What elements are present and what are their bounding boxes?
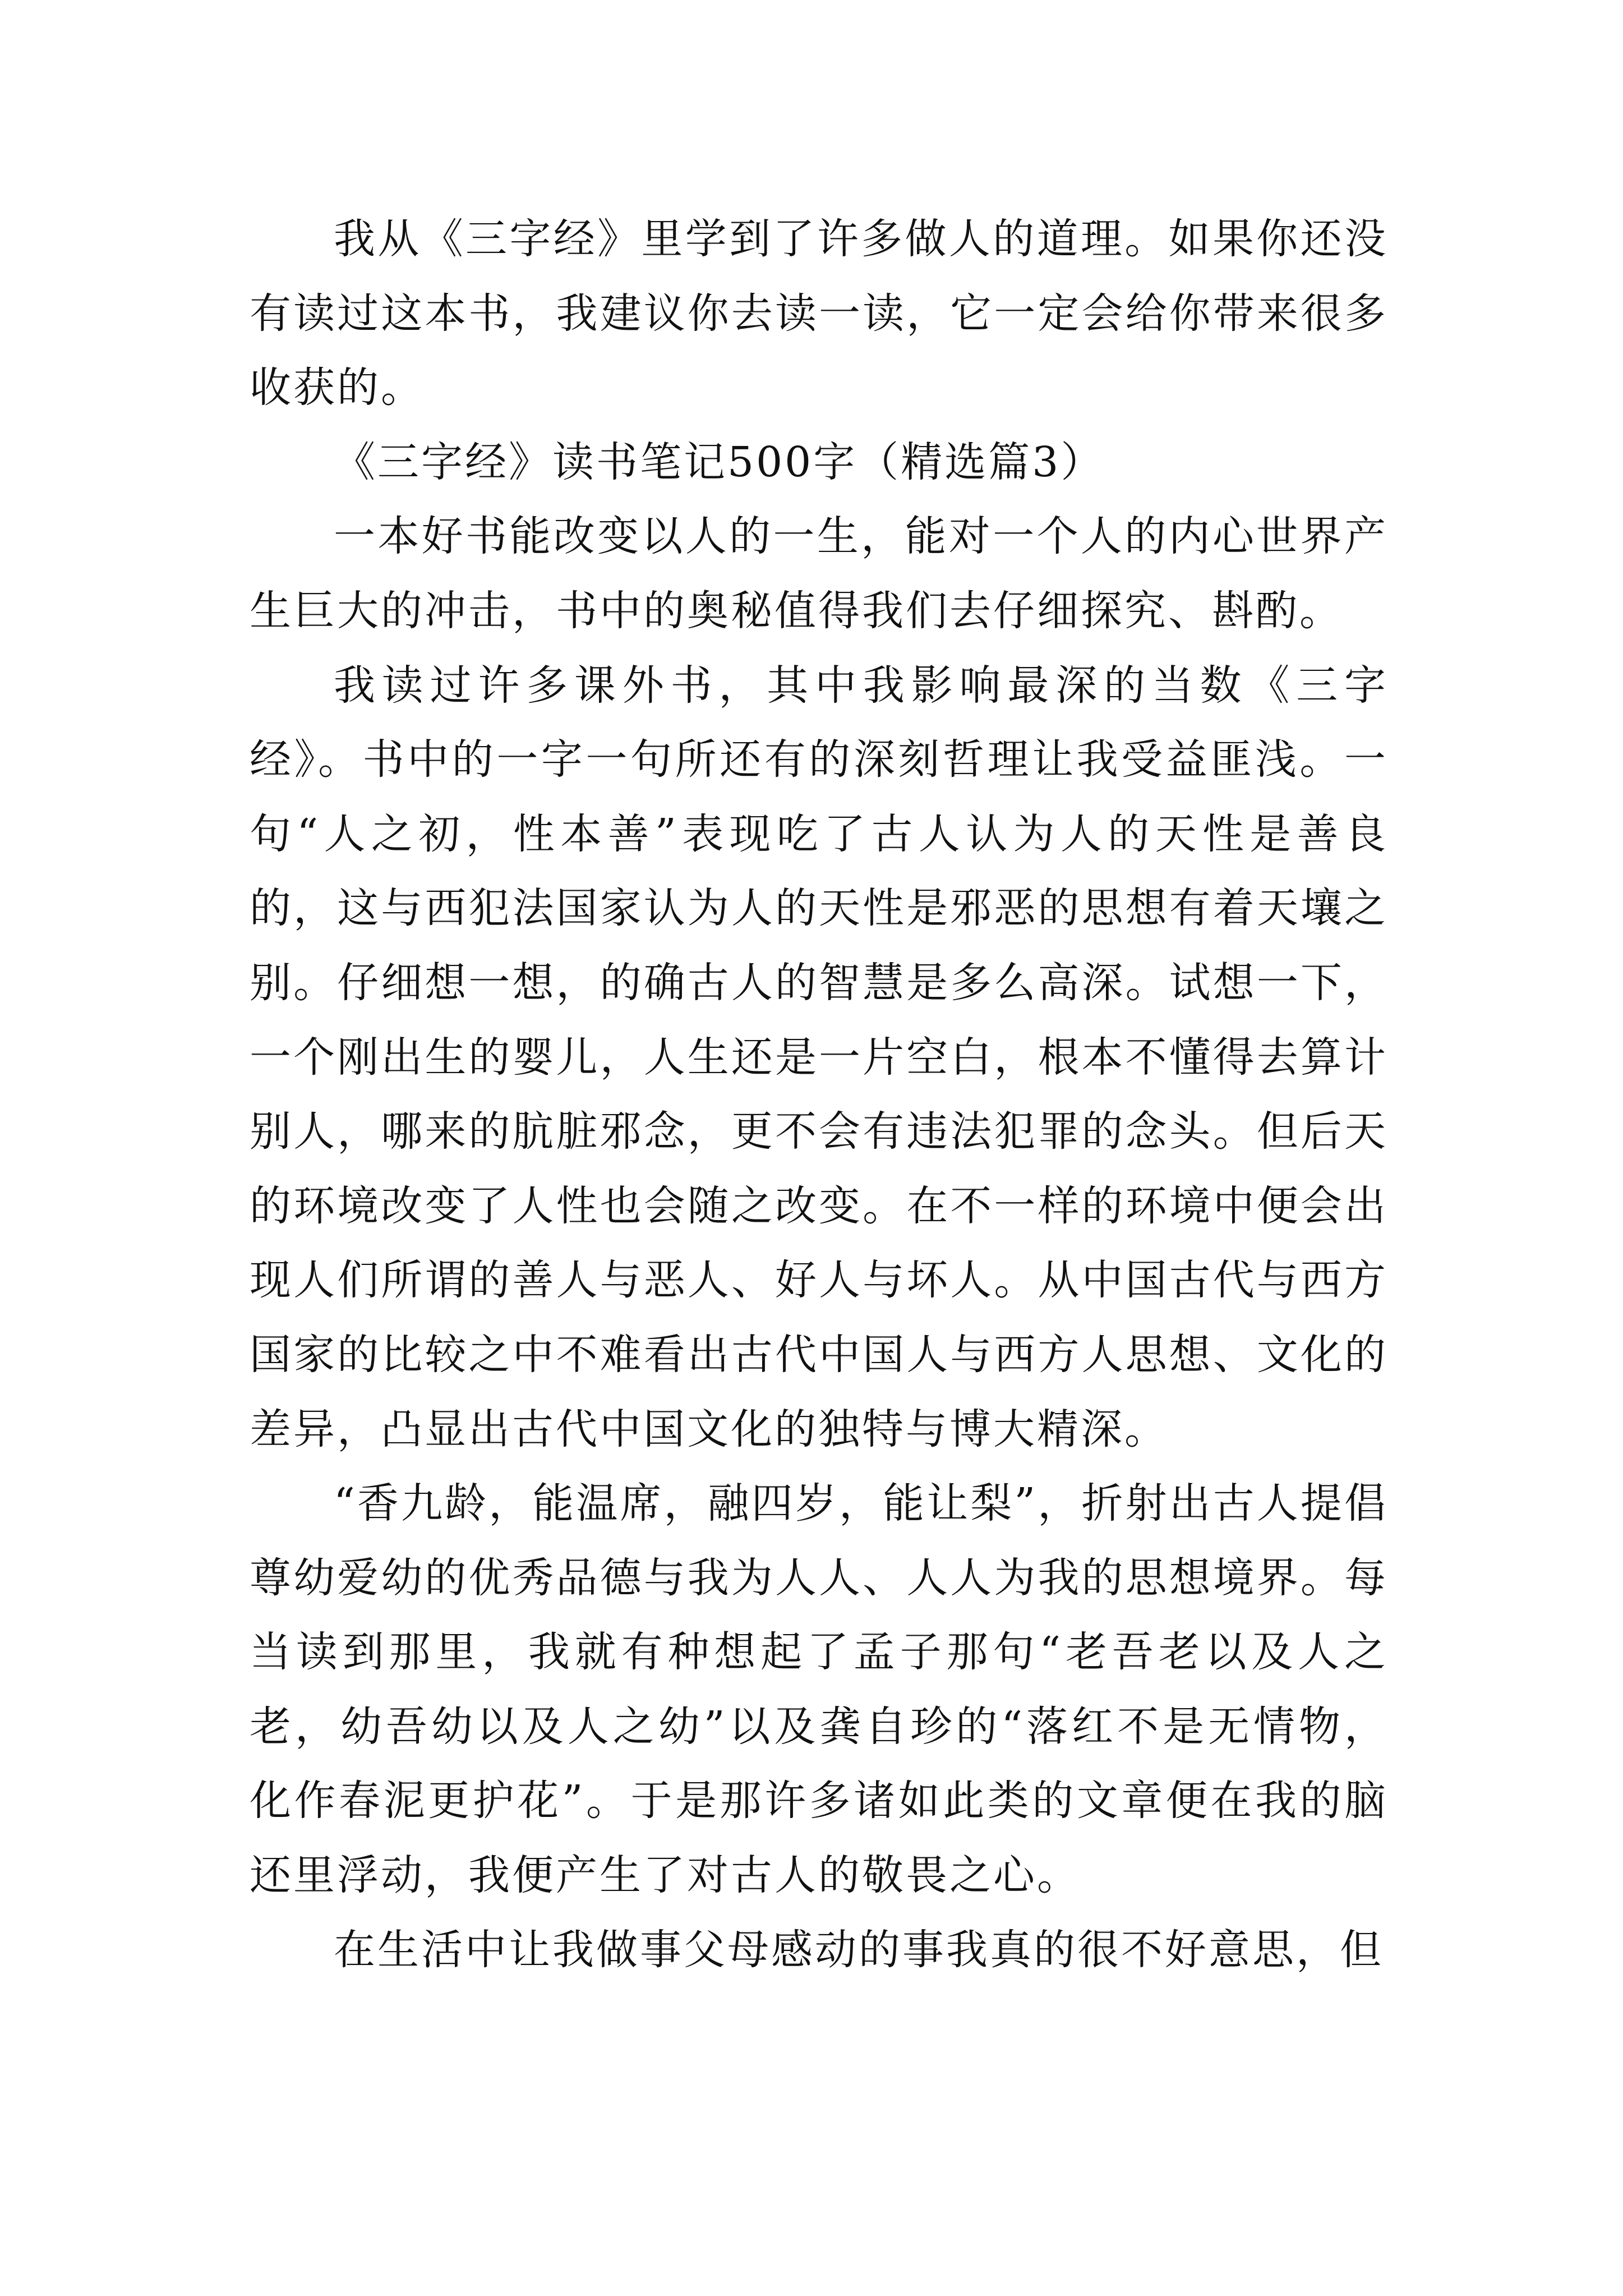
paragraph-1: 我从《三字经》里学到了许多做人的道理。如果你还没有读过这本书，我建议你去读一读，它一定会给你带来很多收获的。 [250, 215, 1388, 412]
paragraph-3: 我读过许多课外书，其中我影响最深的当数《三字经》。书中的一字一句所还有的深刻哲理让我受益匪浅。一句“人之初，性本善”表现吃了古人认为人的天性是善良的，这与西犯法国家认为人的天性是邪恶的思想有着天壤之别。仔细想一想，的确古人的智慧是多么高深。试想一下，一个刚出生的婴儿，人生还是一片空白，根本不懂得去算计别人，哪来的肮脏邪念，更不会有违法犯罪的念头。但后天的环境改变了人性也会随之改变。在不一样的环境中便会出现人们所谓的善人与恶人、好人与坏人。从中国古代与西方国家的比较之中不难看出古代中国人与西方人思想、文化的差异，凸显出古代中国文化的独特与博大精深。 [250, 661, 1388, 1453]
document-body [250, 202, 1388, 1987]
section-heading: 《三字经》读书笔记500字（精选篇3） [334, 438, 1105, 486]
paragraph-4: “香九龄，能温席，融四岁，能让梨”，折射出古人提倡尊幼爱幼的优秀品德与我为人人、人人为我的思想境界。每当读到那里，我就有种想起了孟子那句“老吾老以及人之老，幼吾幼以及人之幼”以及龚自珍的“落红不是无情物，化作春泥更护花”。于是那许多诸如此类的文章便在我的脑还里浮动，我便产生了对古人的敬畏之心。 [250, 1479, 1388, 1900]
paragraph-2: 一本好书能改变以人的一生，能对一个人的内心世界产生巨大的冲击，书中的奥秘值得我们去仔细探究、斟酌。 [250, 512, 1388, 635]
paragraph-5: 在生活中让我做事父母感动的事我真的很不好意思，但 [334, 1925, 1384, 1974]
